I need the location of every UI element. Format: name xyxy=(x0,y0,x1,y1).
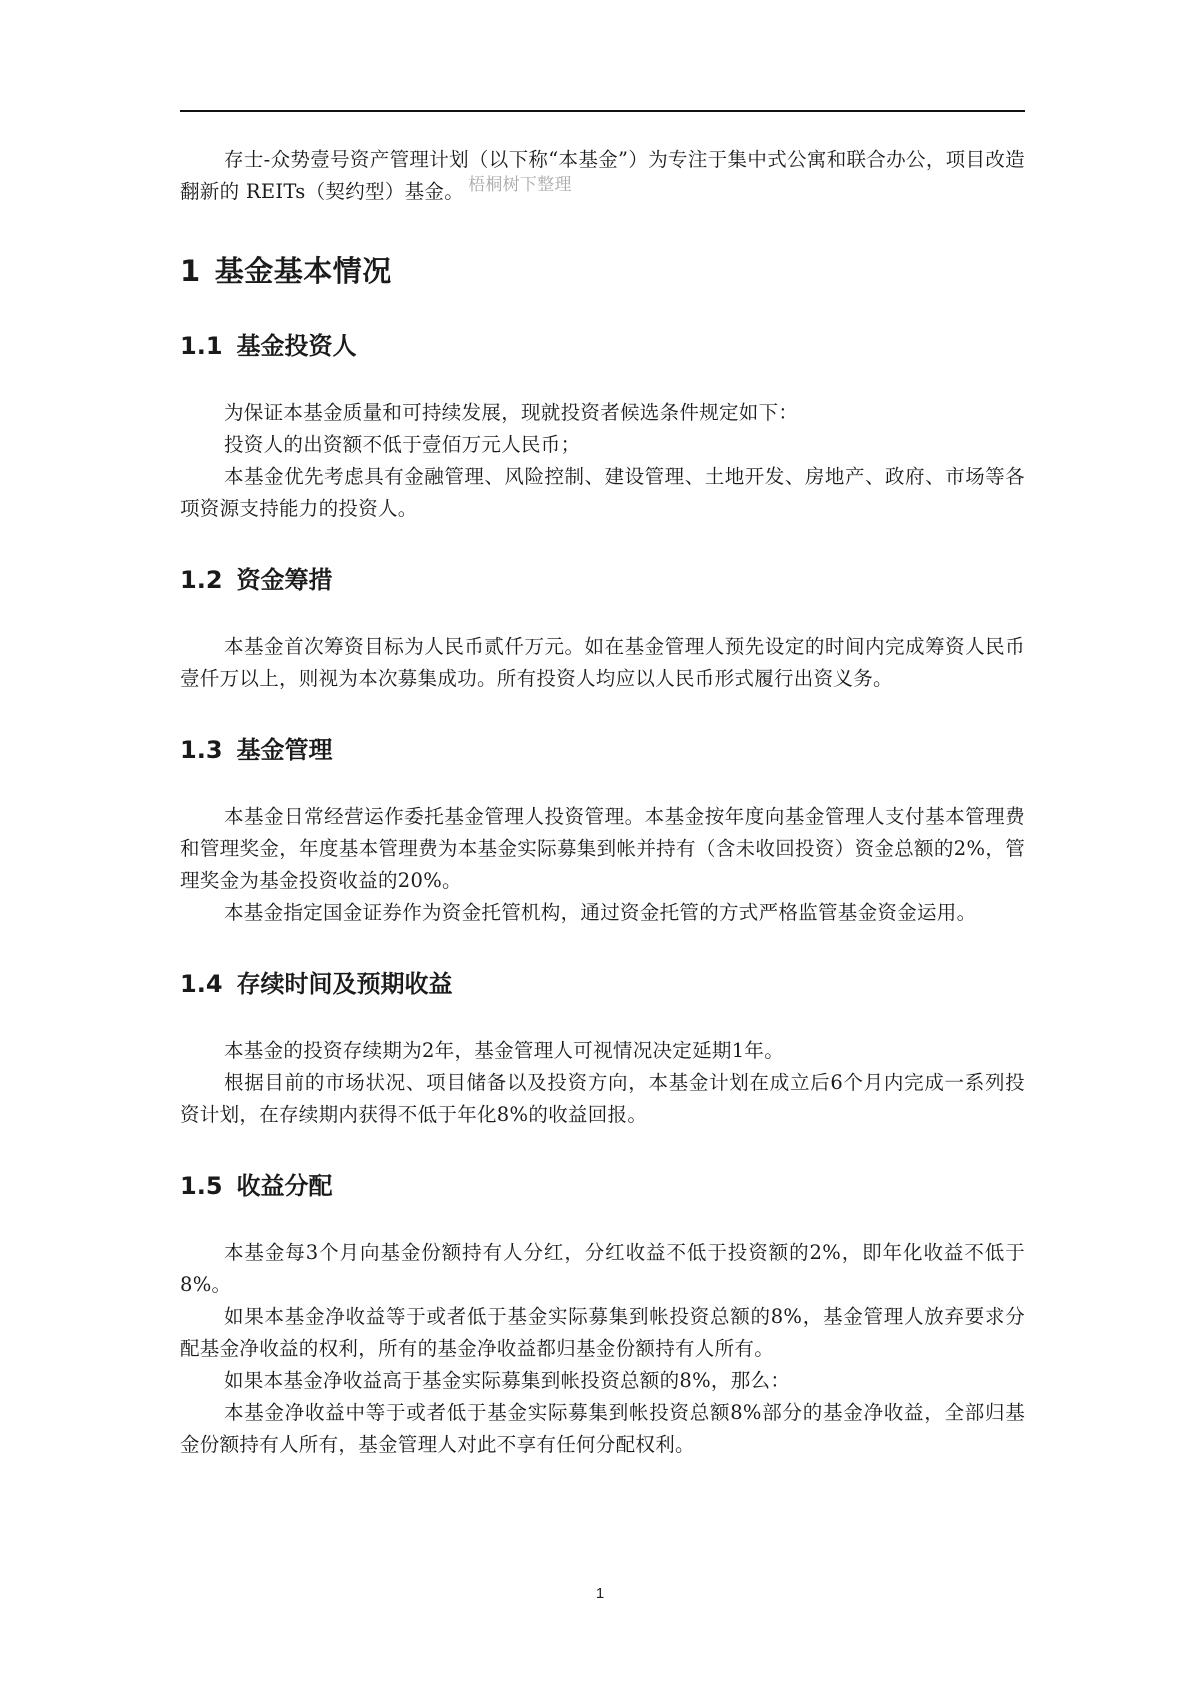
section-heading-1-3 xyxy=(180,733,1025,767)
section-number: 1.4 xyxy=(180,970,223,998)
paragraph: 如果本基金净收益等于或者低于基金实际募集到帐投资总额的8%，基金管理人放弃要求分配基金净收益的权利，所有的基金净收益都归基金份额持有人所有。 xyxy=(180,1305,1025,1360)
paragraph: 为保证本基金质量和可持续发展，现就投资者候选条件规定如下： xyxy=(224,401,799,424)
paragraph: 本基金首次筹资目标为人民币贰仟万元。如在基金管理人预先设定的时间内完成筹资人民币壹仟万以上，则视为本次募集成功。所有投资人均应以人民币形式履行出资义务。 xyxy=(180,635,1025,690)
paragraph: 本基金日常经营运作委托基金管理人投资管理。本基金按年度向基金管理人支付基本管理费和管理奖金，年度基本管理费为本基金实际募集到帐并持有（含未收回投资）资金总额的2%，管理奖金为基金投资收益的20%。 xyxy=(180,805,1025,892)
chapter-heading xyxy=(180,251,1025,291)
chapter-number: 1 xyxy=(180,254,201,288)
paragraph: 本基金优先考虑具有金融管理、风险控制、建设管理、土地开发、房地产、政府、市场等各项资源支持能力的投资人。 xyxy=(180,465,1025,520)
section-title: 基金投资人 xyxy=(236,332,357,360)
section-heading-1-1 xyxy=(180,329,1025,363)
paragraph: 本基金每3个月向基金份额持有人分红，分红收益不低于投资额的2%，即年化收益不低于8%。 xyxy=(180,1241,1025,1296)
paragraph: 根据目前的市场状况、项目储备以及投资方向，本基金计划在成立后6个月内完成一系列投资计划，在存续期内获得不低于年化8%的收益回报。 xyxy=(180,1071,1025,1126)
section-number: 1.3 xyxy=(180,736,223,764)
section-heading-1-4 xyxy=(180,967,1025,1001)
header-rule xyxy=(180,110,1025,112)
paragraph: 如果本基金净收益高于基金实际募集到帐投资总额的8%，那么： xyxy=(224,1369,791,1392)
paragraph: 本基金指定国金证券作为资金托管机构，通过资金托管的方式严格监管基金资金运用。 xyxy=(224,901,977,924)
section-heading-1-2 xyxy=(180,563,1025,597)
intro-text: 存士-众势壹号资产管理计划（以下称“本基金”）为专注于集中式公寓和联合办公，项目改造翻新的 REITs（契约型）基金。 xyxy=(180,148,1025,203)
page-number: 1 xyxy=(595,1585,605,1602)
section-heading-1-5 xyxy=(180,1169,1025,1203)
section-number: 1.2 xyxy=(180,566,223,594)
section-number: 1.5 xyxy=(180,1172,223,1200)
paragraph: 投资人的出资额不低于壹佰万元人民币； xyxy=(224,433,581,456)
watermark: 梧桐树下整理 xyxy=(468,175,572,195)
paragraph: 本基金的投资存续期为2年，基金管理人可视情况决定延期1年。 xyxy=(224,1039,785,1062)
intro-paragraph xyxy=(180,144,1025,209)
section-title: 收益分配 xyxy=(236,1172,333,1200)
section-title: 资金筹措 xyxy=(236,566,333,594)
paragraph: 本基金净收益中等于或者低于基金实际募集到帐投资总额8%部分的基金净收益，全部归基金份额持有人所有，基金管理人对此不享有任何分配权利。 xyxy=(180,1401,1025,1456)
chapter-title: 基金基本情况 xyxy=(214,254,392,288)
document-body xyxy=(180,144,1025,1461)
section-title: 存续时间及预期收益 xyxy=(236,970,453,998)
section-number: 1.1 xyxy=(180,332,223,360)
section-title: 基金管理 xyxy=(236,736,333,764)
